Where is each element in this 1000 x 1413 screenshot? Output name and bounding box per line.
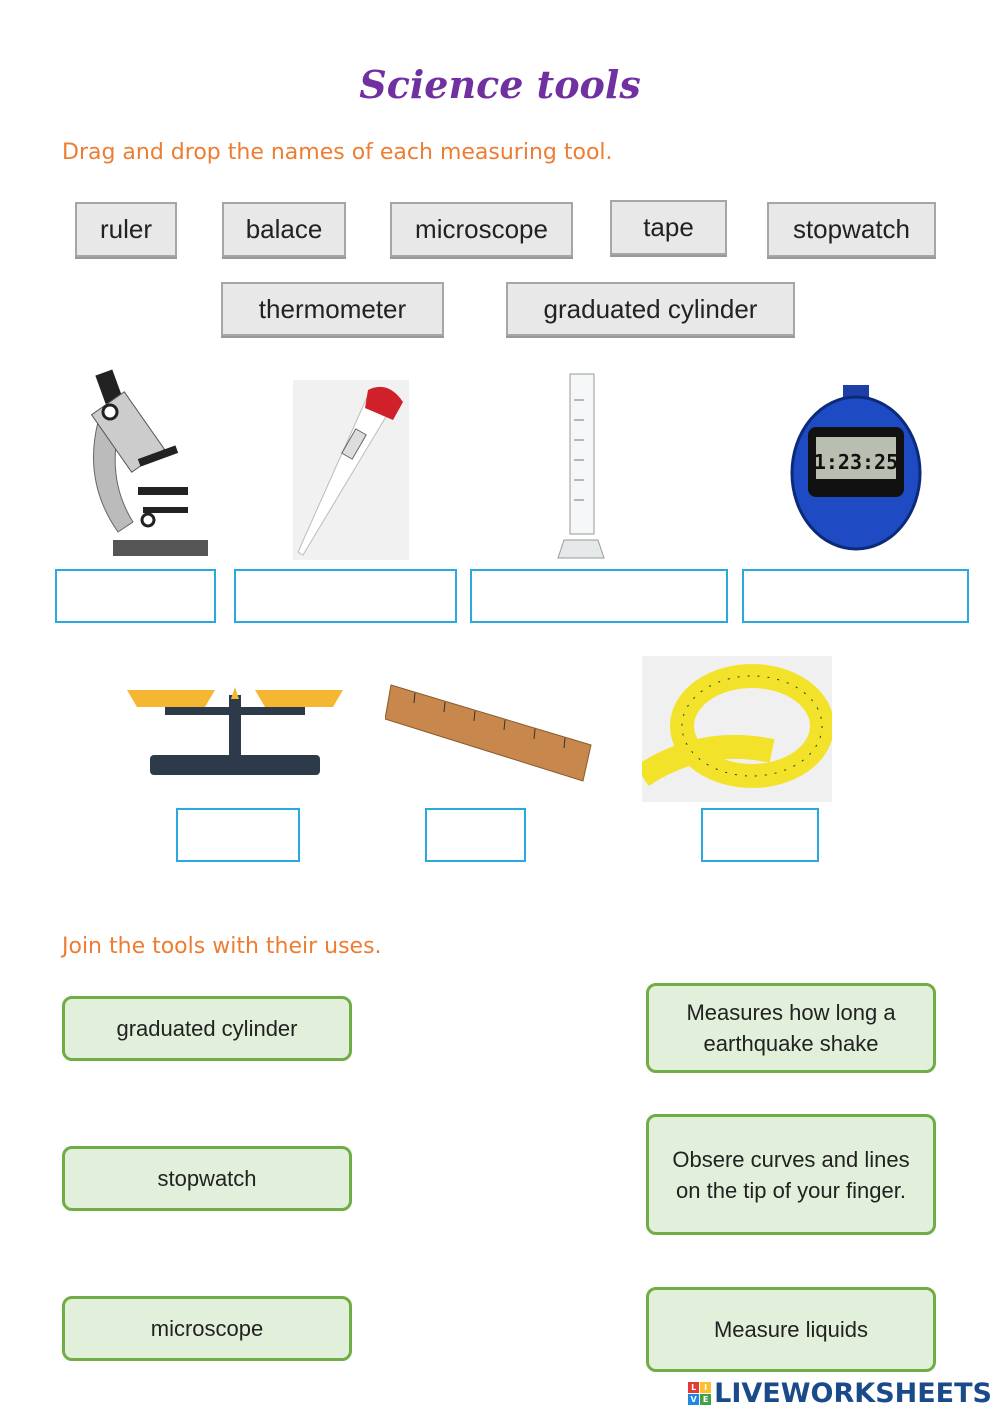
logo-text: LIVEWORKSHEETS — [714, 1378, 992, 1409]
graduated-cylinder-image — [548, 370, 614, 562]
drop-box-balance[interactable] — [176, 808, 300, 862]
match-left-microscope[interactable]: microscope — [62, 1296, 352, 1361]
match-right-fingerprint[interactable]: Obsere curves and lines on the tip of your finger. — [646, 1114, 936, 1235]
word-chip-tape[interactable]: tape — [610, 200, 727, 255]
liveworksheets-logo — [688, 1378, 992, 1409]
page-title: Science tools — [359, 62, 641, 107]
ruler-image — [385, 683, 593, 783]
match-left-stopwatch[interactable]: stopwatch — [62, 1146, 352, 1211]
word-chip-stopwatch[interactable]: stopwatch — [767, 202, 936, 257]
thermometer-image — [293, 380, 409, 560]
logo-icon: L I V E — [688, 1382, 711, 1405]
match-right-earthquake[interactable]: Measures how long a earthquake shake — [646, 983, 936, 1073]
word-chip-graduated-cylinder[interactable]: graduated cylinder — [506, 282, 795, 336]
stopwatch-display: 1:23:25 — [813, 450, 899, 474]
match-left-graduated-cylinder[interactable]: graduated cylinder — [62, 996, 352, 1061]
drop-box-microscope[interactable] — [55, 569, 216, 623]
word-chip-balace[interactable]: balace — [222, 202, 346, 257]
join-instruction: Join the tools with their uses. — [62, 934, 382, 959]
balance-scale-image — [125, 685, 345, 780]
drop-box-graduated-cylinder[interactable] — [470, 569, 728, 623]
drag-instruction: Drag and drop the names of each measuring tool. — [62, 140, 613, 165]
word-chip-microscope[interactable]: microscope — [390, 202, 573, 257]
drop-box-ruler[interactable] — [425, 808, 526, 862]
drop-box-tape[interactable] — [701, 808, 819, 862]
word-chip-ruler[interactable]: ruler — [75, 202, 177, 257]
stopwatch-image — [788, 385, 924, 559]
drop-box-thermometer[interactable] — [234, 569, 457, 623]
microscope-image — [78, 362, 213, 560]
match-right-liquids[interactable]: Measure liquids — [646, 1287, 936, 1372]
measuring-tape-image — [642, 656, 832, 802]
word-chip-thermometer[interactable]: thermometer — [221, 282, 444, 336]
drop-box-stopwatch[interactable] — [742, 569, 969, 623]
